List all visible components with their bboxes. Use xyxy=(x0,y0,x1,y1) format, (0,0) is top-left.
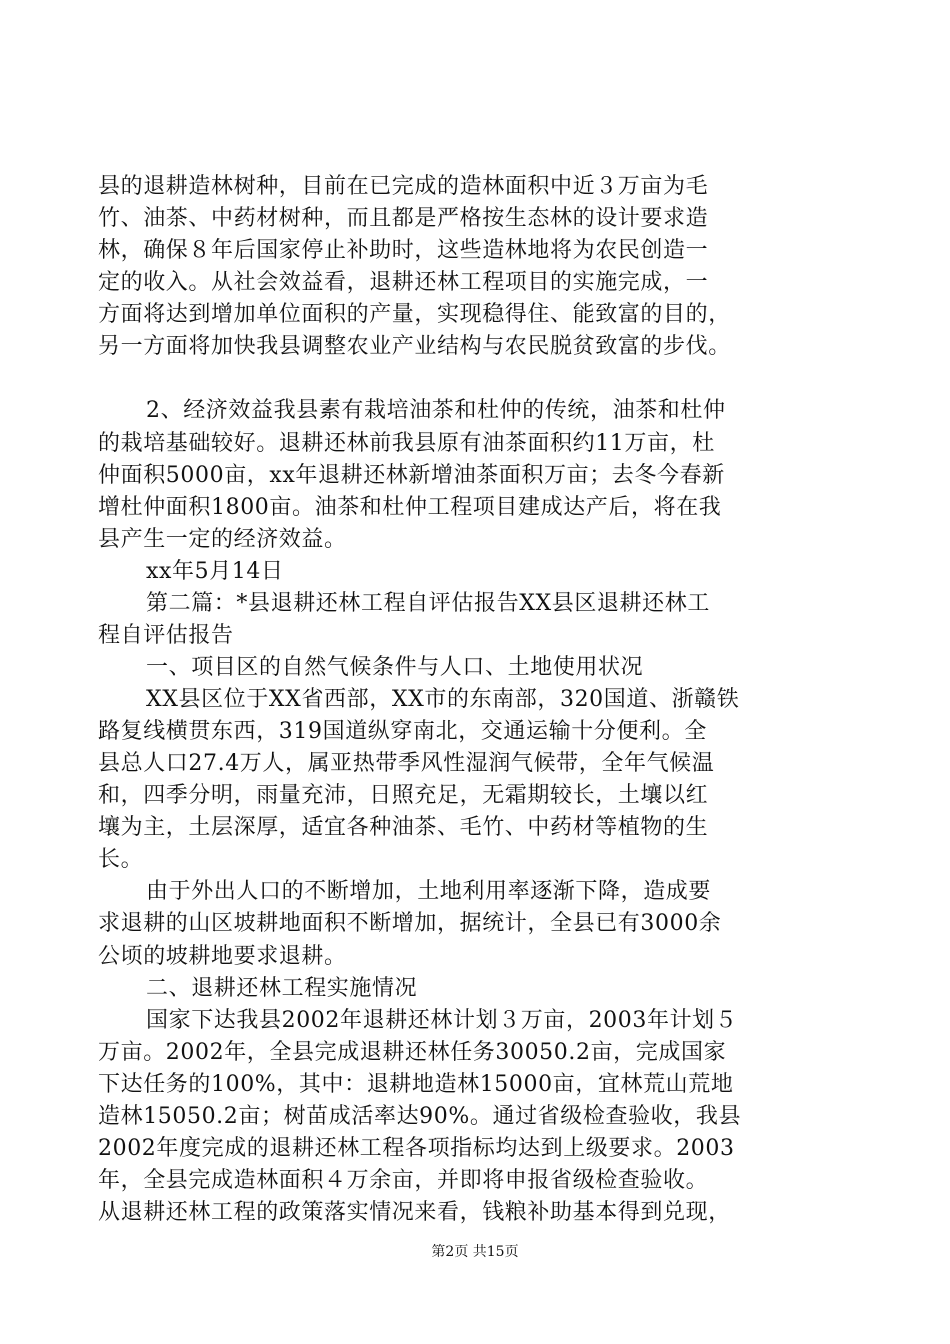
text-line: 万亩。2002年，全县完成退耕还林任务30050.2亩，完成国家 xyxy=(98,1039,727,1065)
text-line: 仲面积5000亩，xx年退耕还林新增油茶面积万亩；去冬今春新 xyxy=(98,462,725,488)
text-line: 壤为主，土层深厚，适宜各种油茶、毛竹、中药材等植物的生 xyxy=(98,815,709,841)
page-footer: 第2页 共15页 xyxy=(431,1244,519,1260)
text-line: 另一方面将加快我县调整农业产业结构与农民脱贫致富的步伐。 xyxy=(98,334,731,360)
text-line: 从退耕还林工程的政策落实情况来看，钱粮补助基本得到兑现， xyxy=(98,1200,731,1225)
text-line: 下达任务的100%，其中：退耕地造林15000亩，宜林荒山荒地 xyxy=(98,1071,734,1097)
text-line: 公顷的坡耕地要求退耕。 xyxy=(98,943,347,969)
text-line: 和，四季分明，雨量充沛，日照充足，无霜期较长，土壤以红 xyxy=(98,783,709,809)
text-line: 长。 xyxy=(98,847,144,873)
text-line: 求退耕的山区坡耕地面积不断增加，据统计，全县已有3000余 xyxy=(98,911,722,937)
heading-line: 二、退耕还林工程实施情况 xyxy=(146,975,418,1001)
section-title: 程自评估报告 xyxy=(98,622,234,648)
text-line: 增杜仲面积1800亩。油茶和杜仲工程项目建成达产后，将在我 xyxy=(98,494,722,520)
text-line: 的栽培基础较好。退耕还林前我县原有油茶面积约11万亩，杜 xyxy=(98,430,715,456)
text-line: 年，全县完成造林面积４万余亩，并即将申报省级检查验收。 xyxy=(98,1167,709,1193)
section-title: 第二篇：*县退耕还林工程自评估报告XX县区退耕还林工 xyxy=(146,590,710,616)
text-line: 2002年度完成的退耕还林工程各项指标均达到上级要求。2003 xyxy=(98,1135,735,1161)
heading-line: 一、项目区的自然气候条件与人口、土地使用状况 xyxy=(146,654,644,680)
text-line: XX县区位于XX省西部，XX市的东南部，320国道、浙赣铁 xyxy=(146,687,740,712)
text-line: 造林15050.2亩；树苗成活率达90%。通过省级检查验收，我县 xyxy=(98,1103,742,1129)
text-line: 方面将达到增加单位面积的产量，实现稳得住、能致富的目的， xyxy=(98,302,731,328)
text-line: 2、经济效益我县素有栽培油茶和杜仲的传统，油茶和杜仲 xyxy=(146,398,726,424)
text-line: 国家下达我县2002年退耕还林计划３万亩，2003年计划５ xyxy=(146,1007,738,1033)
date-line: xx年5月14日 xyxy=(146,558,284,584)
text-line: 路复线横贯东西，319国道纵穿南北，交通运输十分便利。全 xyxy=(98,719,707,745)
text-line: 定的收入。从社会效益看，退耕还林工程项目的实施完成，一 xyxy=(98,270,709,296)
text-line: 由于外出人口的不断增加，土地利用率逐渐下降，造成要 xyxy=(146,879,712,905)
text-line: 县的退耕造林树种，目前在已完成的造林面积中近３万亩为毛 xyxy=(98,174,709,199)
text-line: 县总人口27.4万人，属亚热带季风性湿润气候带，全年气候温 xyxy=(98,751,715,777)
text-line: 林，确保８年后国家停止补助时，这些造林地将为农民创造一 xyxy=(98,238,709,264)
text-line: 县产生一定的经济效益。 xyxy=(98,526,347,552)
text-line: 竹、油茶、中药材树种，而且都是严格按生态林的设计要求造 xyxy=(98,206,709,232)
